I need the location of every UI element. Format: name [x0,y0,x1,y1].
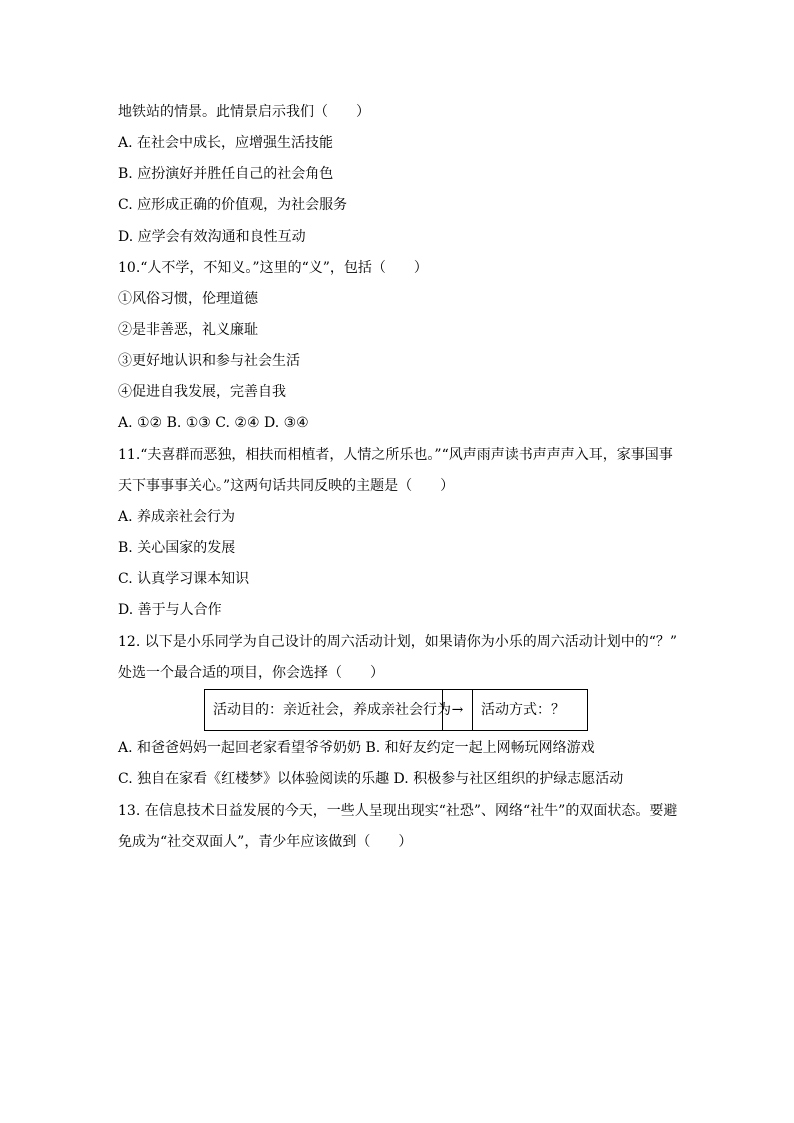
question-10-options: A. ①② B. ①③ C. ②④ D. ③④ [118,415,309,431]
question-11-stem-line-2: 天下事事事关心。”这两句话共同反映的主题是（ ） [118,478,455,494]
question-13-stem-line-2: 免成为“社交双面人”，青少年应该做到（ ） [118,834,413,850]
question-11-option-a: A. 养成亲社会行为 [118,509,236,525]
question-10-item-4: ④促进自我发展，完善自我 [118,384,286,400]
question-10-item-2: ②是非善恶，礼义廉耻 [118,322,258,338]
question-9-option-a: A. 在社会中成长，应增强生活技能 [118,135,334,151]
question-13-stem-line-1: 13. 在信息技术日益发展的今天，一些人呈现出现实“社恐”、网络“社牛”的双面状态。要避 [118,803,678,819]
question-12-stem-line-1: 12. 以下是小乐同学为自己设计的周六活动计划，如果请你为小乐的周六活动计划中的“？” [118,634,678,650]
question-9-option-b: B. 应扮演好并胜任自己的社会角色 [118,166,334,182]
question-11-option-c: C. 认真学习课本知识 [118,571,250,587]
question-11-stem-line-1: 11.“夫喜群而恶独，相扶而相植者，人情之所乐也。”“风声雨声读书声声声入耳，家事国事 [118,447,673,463]
question-10-item-1: ①风俗习惯，伦理道德 [118,291,258,307]
question-10-stem: 10.“人不学，不知义。”这里的“义”，包括（ ） [118,260,428,276]
arrow-icon: → [443,690,473,730]
question-12-stem-line-2: 处选一个最合适的项目，你会选择（ ） [118,665,384,681]
question-9-stem-end: 地铁站的情景。此情景启示我们（ ） [118,104,370,120]
activity-goal-cell: 活动目的：亲近社会，养成亲社会行为 [205,690,443,730]
question-12-options-ab: A. 和爸爸妈妈一起回老家看望爷爷奶奶 B. 和好友约定一起上网畅玩网络游戏 [118,740,595,756]
question-9-option-c: C. 应形成正确的价值观，为社会服务 [118,197,348,213]
question-9-option-d: D. 应学会有效沟通和良性互动 [118,229,306,245]
question-11-option-d: D. 善于与人合作 [118,602,222,618]
question-10-item-3: ③更好地认识和参与社会生活 [118,353,300,369]
activity-method-cell: 活动方式：？ [481,702,565,718]
question-11-option-b: B. 关心国家的发展 [118,540,236,556]
question-12-options-cd: C. 独自在家看《红楼梦》以体验阅读的乐趣 D. 积极参与社区组织的护绿志愿活动 [118,771,624,787]
activity-plan-table [204,689,588,731]
